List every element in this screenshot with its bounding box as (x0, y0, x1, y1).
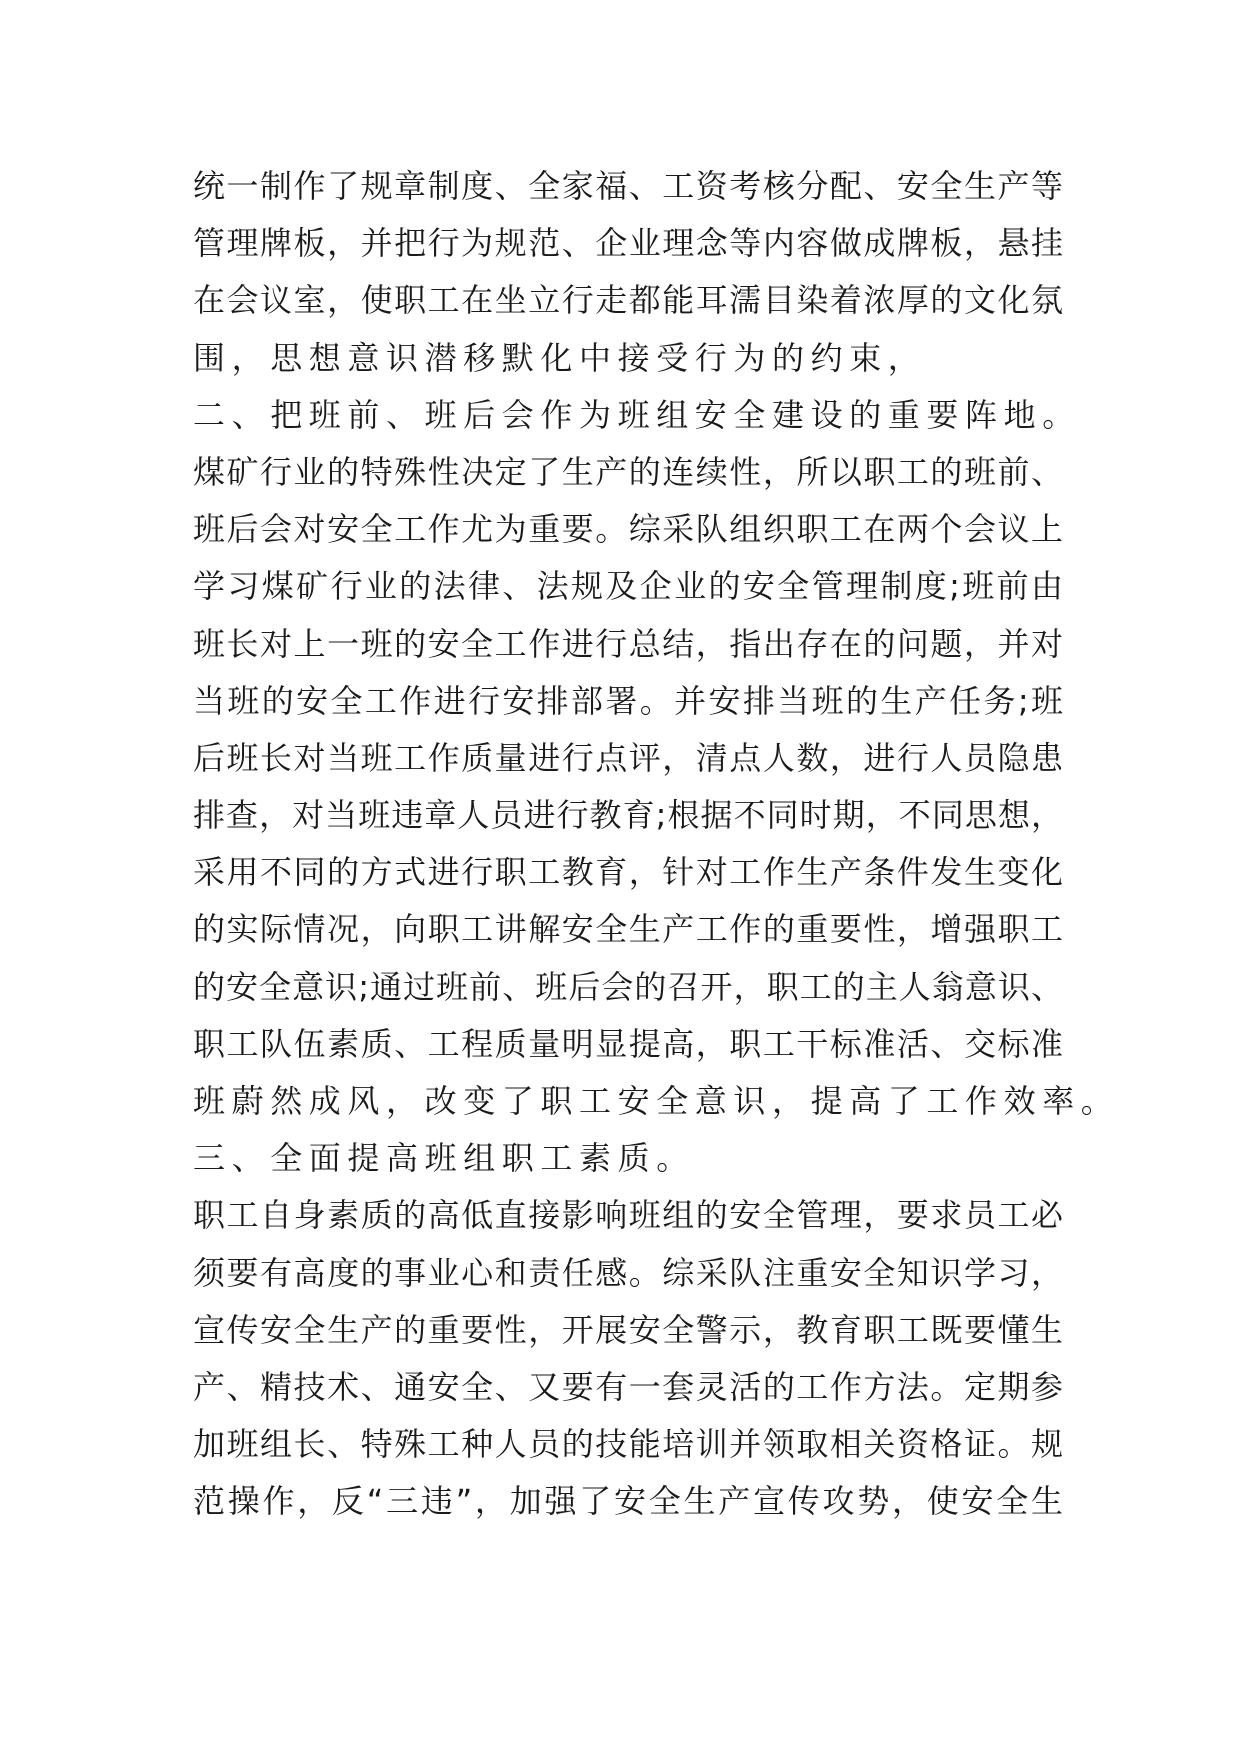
section-heading: 二、把班前、班后会作为班组安全建设的重要阵地。 (193, 395, 1081, 434)
text-line: 加班组长、特殊工种人员的技能培训并领取相关资格证。规 (193, 1425, 1063, 1464)
text-line: 后班长对当班工作质量进行点评，清点人数，进行人员隐患 (193, 738, 1063, 777)
text-line: 的实际情况，向职工讲解安全生产工作的重要性，增强职工 (193, 910, 1063, 949)
text-line: 采用不同的方式进行职工教育，针对工作生产条件发生变化 (193, 853, 1063, 892)
text-line: 班蔚然成风，改变了职工安全意识，提高了工作效率。 (193, 1082, 1120, 1120)
text-line: 范操作，反“三违”，加强了安全生产宣传攻势，使安全生 (193, 1482, 1063, 1521)
text-line: 当班的安全工作进行安排部署。并安排当班的生产任务;班 (193, 681, 1063, 720)
text-line: 班长对上一班的安全工作进行总结，指出存在的问题，并对 (193, 624, 1063, 663)
section-heading: 三、全面提高班组职工素质。 (193, 1139, 695, 1178)
text-line: 在会议室，使职工在坐立行走都能耳濡目染着浓厚的文化氛 (193, 281, 1063, 320)
text-line: 的安全意识;通过班前、班后会的召开，职工的主人翁意识、 (193, 967, 1063, 1006)
text-line: 宣传安全生产的重要性，开展安全警示，教育职工既要懂生 (193, 1310, 1063, 1349)
text-line: 管理牌板，并把行为规范、企业理念等内容做成牌板，悬挂 (193, 224, 1063, 263)
text-line: 统一制作了规章制度、全家福、工资考核分配、安全生产等 (193, 167, 1063, 205)
text-line: 围，思想意识潜移默化中接受行为的约束， (193, 338, 927, 377)
text-line: 排查，对当班违章人员进行教育;根据不同时期，不同思想， (193, 796, 1063, 835)
text-line: 须要有高度的事业心和责任感。综采队注重安全知识学习， (193, 1253, 1063, 1292)
text-line: 产、精技术、通安全、又要有一套灵活的工作方法。定期参 (193, 1367, 1063, 1406)
text-line: 职工自身素质的高低直接影响班组的安全管理，要求员工必 (193, 1196, 1063, 1235)
text-line: 煤矿行业的特殊性决定了生产的连续性，所以职工的班前、 (193, 452, 1063, 491)
text-line: 学习煤矿行业的法律、法规及企业的安全管理制度;班前由 (193, 567, 1063, 606)
text-line: 班后会对安全工作尤为重要。综采队组织职工在两个会议上 (193, 510, 1063, 549)
document-body (193, 158, 1120, 1531)
text-line: 职工队伍素质、工程质量明显提高，职工干标准活、交标准 (193, 1024, 1063, 1063)
